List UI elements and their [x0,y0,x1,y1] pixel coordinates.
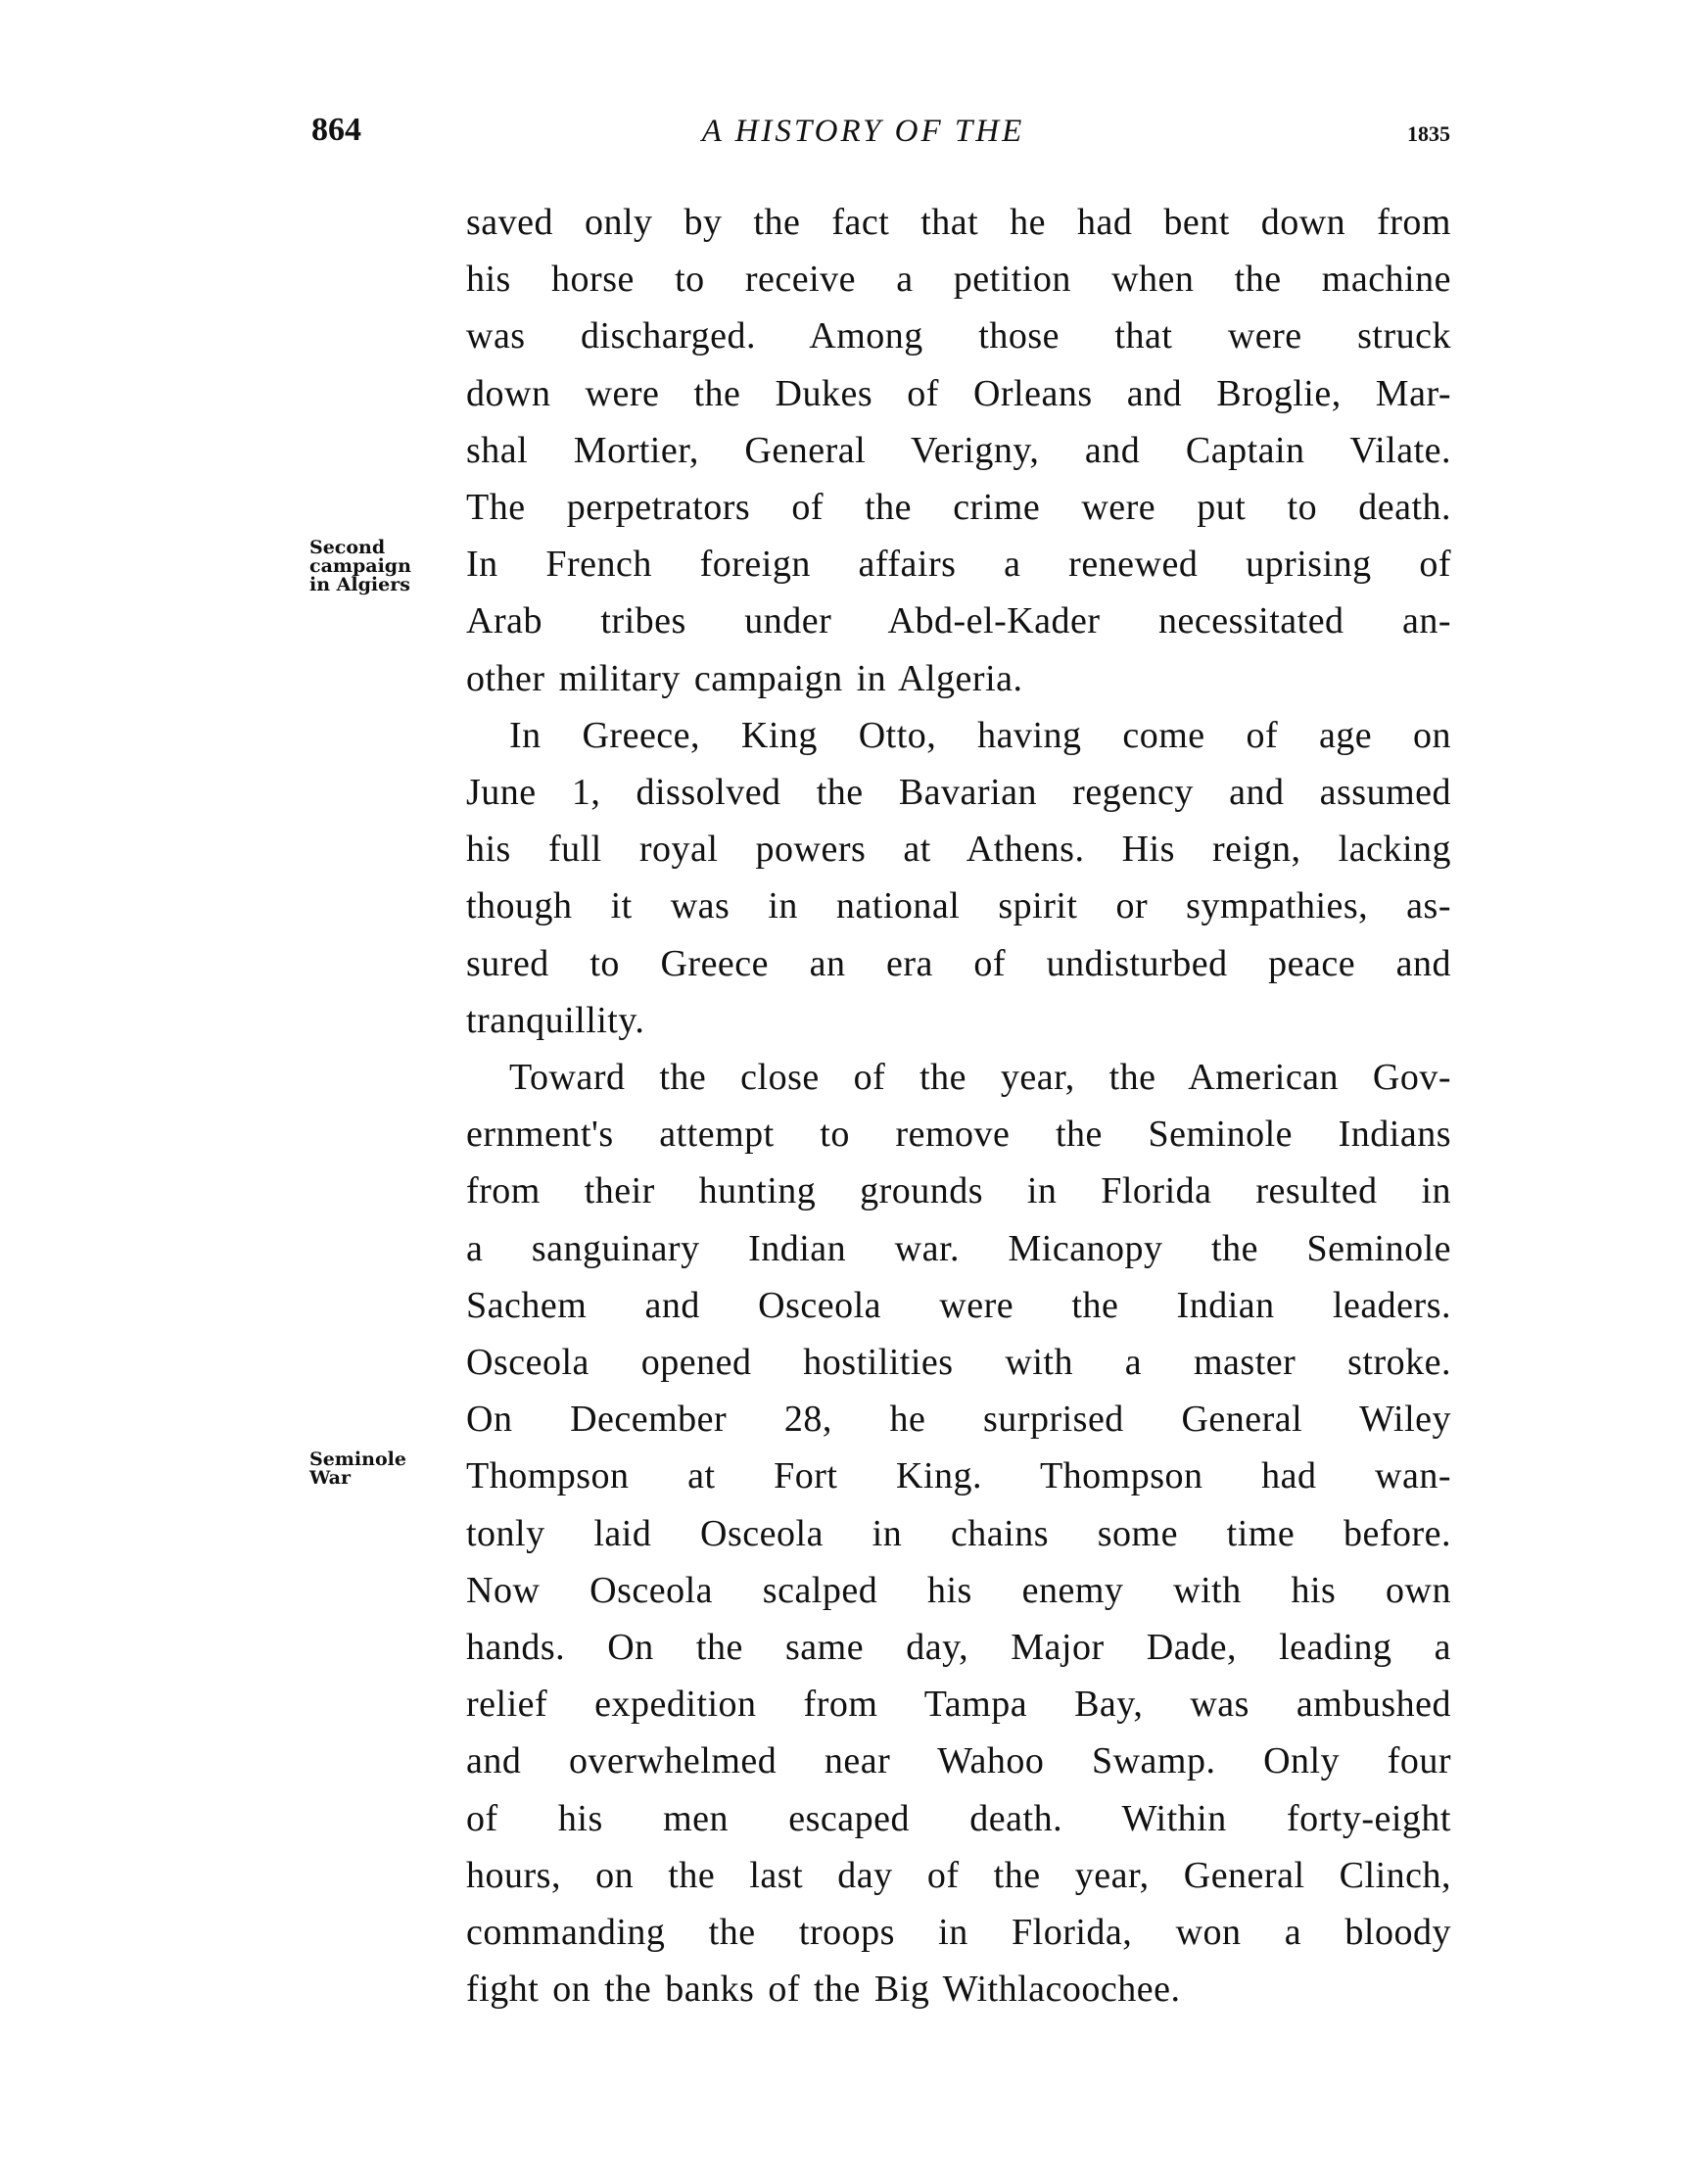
page-number: 864 [311,112,361,148]
text-line: saved only by the fact that he had bent down from [466,202,1451,243]
text-line: his horse to receive a petition when the machine [466,259,1451,301]
text-line: Now Osceola scalped his enemy with his own [466,1569,1451,1611]
text-line: his full royal powers at Athens. His reign, lacking [466,829,1451,871]
text-line: though it was in national spirit or sympathies, as- [466,885,1451,927]
text-line: other military campaign in Algeria. [466,657,1023,699]
text-line: was discharged. Among those that were struck [466,315,1451,357]
margin-note-line: in Algiers [309,574,410,596]
text-line: In Greece, King Otto, having come of age on [509,714,1451,756]
margin-note-line: Seminole [309,1448,406,1471]
text-line: Arab tribes under Abd-el-Kader necessitated an- [466,600,1451,642]
margin-note-line: campaign [309,555,411,578]
text-line: hours, on the last day of the year, General Clinch, [466,1854,1451,1896]
text-line: tranquillity. [466,999,645,1041]
text-line: Osceola opened hostilities with a master stroke. [466,1342,1451,1383]
text-line: hands. On the same day, Major Dade, leading a [466,1627,1451,1668]
text-line: sured to Greece an era of undisturbed peace and [466,942,1451,984]
text-line: In French foreign affairs a renewed uprising of [466,544,1451,586]
text-line: tonly laid Osceola in chains some time before. [466,1512,1451,1554]
text-line: commanding the troops in Florida, won a bloody [466,1912,1451,1953]
margin-note-line: Second [309,537,386,559]
text-line: fight on the banks of the Big Withlacoochee. [466,1969,1181,2011]
running-year: 1835 [1407,121,1450,146]
text-line: June 1, dissolved the Bavarian regency and assumed [466,772,1451,813]
text-line: of his men escaped death. Within forty-eight [466,1797,1451,1839]
margin-note [309,539,411,594]
text-line: a sanguinary Indian war. Micanopy the Seminole [466,1227,1451,1269]
running-title: A HISTORY OF THE [701,114,1025,149]
text-line: On December 28, he surprised General Wiley [466,1399,1451,1441]
text-line: ernment's attempt to remove the Seminole Indians [466,1114,1451,1156]
text-line: from their hunting grounds in Florida resulted in [466,1170,1451,1212]
margin-note [309,1450,406,1488]
text-line: Thompson at Fort King. Thompson had wan- [466,1455,1451,1497]
margin-note-line: War [309,1467,352,1490]
text-line: relief expedition from Tampa Bay, was ambushed [466,1684,1451,1726]
text-line: Sachem and Osceola were the Indian leaders. [466,1284,1451,1326]
text-line: down were the Dukes of Orleans and Broglie, Mar- [466,372,1451,414]
text-line: The perpetrators of the crime were put to death. [466,487,1451,528]
text-line: and overwhelmed near Wahoo Swamp. Only four [466,1740,1451,1782]
text-line: Toward the close of the year, the American Gov- [509,1057,1451,1098]
text-line: shal Mortier, General Verigny, and Captain Vilate. [466,429,1451,471]
